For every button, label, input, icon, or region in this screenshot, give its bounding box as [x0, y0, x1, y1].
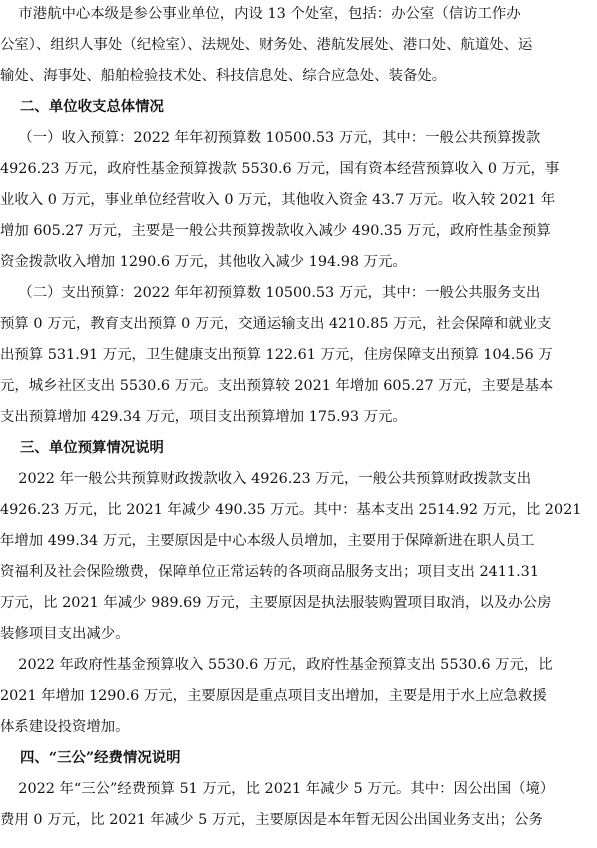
paragraph-line: 体系建设投资增加。 [0, 719, 130, 735]
paragraph-line: 年增加 499.34 万元，主要原因是中心本级人员增加，主要用于保障新进在职人员工 [0, 533, 535, 549]
paragraph-line: 输处、海事处、船舶检验技术处、科技信息处、综合应急处、装备处。 [0, 68, 447, 84]
paragraph-line: 支出预算增加 429.34 万元，项目支出预算增加 175.93 万元。 [0, 409, 407, 425]
paragraph-line: 业收入 0 万元，事业单位经营收入 0 万元，其他收入资金 43.7 万元。收入较 2021 年 [0, 192, 556, 208]
paragraph-line: 公室）、组织人事处（纪检室）、法规处、财务处、港航发展处、港口处、航道处、运 [0, 37, 533, 53]
paragraph-line: 2022 年“三公”经费预算 51 万元，比 2021 年减少 5 万元。其中：因公出国（境） [0, 781, 555, 797]
paragraph-line: 万元，比 2021 年减少 989.69 万元，主要原因是执法服装购置项目取消，以及办公房 [0, 595, 552, 611]
paragraph-line: 装修项目支出减少。 [0, 626, 130, 642]
paragraph-line: 2022 年一般公共预算财政拨款收入 4926.23 万元，一般公共预算财政拨款支出 [0, 471, 532, 487]
paragraph-line: 增加 605.27 万元，主要是一般公共预算拨款收入减少 490.35 万元，政府性基金预算 [0, 223, 551, 239]
paragraph-line: 市港航中心本级是参公事业单位，内设 13 个处室，包括：办公室（信访工作办 [0, 6, 521, 22]
paragraph-line: 费用 0 万元，比 2021 年减少 5 万元，主要原因是本年暂无因公出国业务支出；公务 [0, 812, 543, 828]
section-heading: 四、“三公”经费情况说明 [0, 749, 181, 766]
paragraph-line: 2022 年政府性基金预算收入 5530.6 万元，政府性基金预算支出 5530.6 万元，比 [0, 657, 553, 673]
paragraph-line: 4926.23 万元，比 2021 年减少 490.35 万元。其中：基本支出 2514.92 万元，比 2021 [0, 502, 582, 518]
paragraph-line: 资福利及社会保险缴费，保障单位正常运转的各项商品服务支出；项目支出 2411.31 [0, 564, 539, 580]
paragraph-line: 预算 0 万元，教育支出预算 0 万元，交通运输支出 4210.85 万元，社会保障和就业支 [0, 316, 552, 332]
paragraph-line: （二）支出预算：2022 年年初预算数 10500.53 万元，其中：一般公共服务支出 [0, 285, 541, 301]
paragraph-line: 4926.23 万元，政府性基金预算拨款 5530.6 万元，国有资本经营预算收入 0 万元，事 [0, 161, 560, 177]
paragraph-line: 2021 年增加 1290.6 万元，主要原因是重点项目支出增加，主要是用于水上应急救援 [0, 688, 547, 704]
paragraph-line: （一）收入预算：2022 年年初预算数 10500.53 万元，其中：一般公共预算拨款 [0, 130, 541, 146]
section-heading: 二、单位收支总体情况 [0, 98, 164, 115]
paragraph-line: 资金拨款收入增加 1290.6 万元，其他收入减少 194.98 万元。 [0, 254, 407, 270]
paragraph-line: 元，城乡社区支出 5530.6 万元。支出预算较 2021 年增加 605.27 万元，主要是基本 [0, 378, 554, 394]
section-heading: 三、单位预算情况说明 [0, 439, 164, 456]
paragraph-line: 出预算 531.91 万元，卫生健康支出预算 122.61 万元，住房保障支出预算 104.56 万 [0, 347, 553, 363]
